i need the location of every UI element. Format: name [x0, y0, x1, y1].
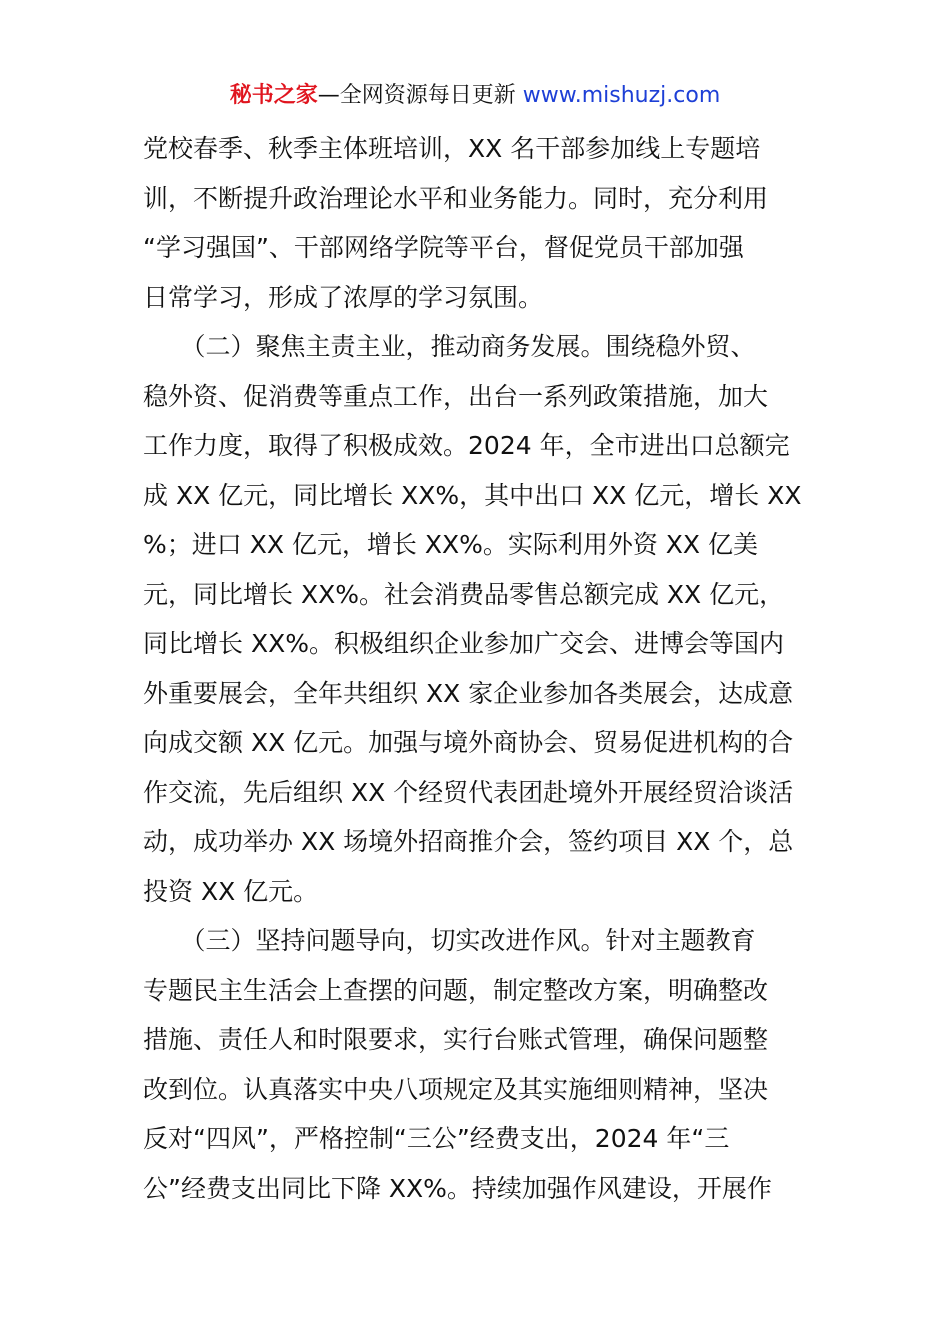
document-body — [143, 129, 813, 1218]
text-line: 训，不断提升政治理论水平和业务能力。同时，充分利用 — [143, 183, 769, 213]
text-line: 工作力度，取得了积极成效。2024 年，全市进出口总额完 — [143, 431, 790, 460]
text-line: 同比增长 XX%。积极组织企业参加广交会、进博会等国内 — [143, 629, 784, 658]
text-line: 改到位。认真落实中央八项规定及其实施细则精神，坚决 — [143, 1074, 769, 1104]
site-url-link[interactable]: www.mishuzj.com — [522, 83, 721, 108]
text-line: 向成交额 XX 亿元。加强与境外商协会、贸易促进机构的合 — [143, 728, 794, 757]
text-line: 外重要展会，全年共组织 XX 家企业参加各类展会，达成意 — [143, 678, 794, 708]
text-line: 成 XX 亿元，同比增长 XX%，其中出口 XX 亿元，增长 XX — [143, 480, 802, 510]
page-header — [0, 78, 950, 114]
header-tagline: —全网资源每日更新 — [317, 83, 516, 108]
section-heading-line: （三）坚持问题导向，切实改进作风。针对主题教育 — [143, 926, 756, 955]
text-line: %；进口 XX 亿元，增长 XX%。实际利用外资 XX 亿美 — [143, 530, 759, 559]
text-line: 元，同比增长 XX%。社会消费品零售总额完成 XX 亿元， — [143, 579, 785, 609]
text-line: 日常学习，形成了浓厚的学习氛围。 — [143, 282, 544, 312]
text-line: “学习强国”、干部网络学院等平台，督促党员干部加强 — [143, 233, 744, 262]
text-line: 稳外资、促消费等重点工作，出台一系列政策措施，加大 — [143, 381, 769, 411]
text-line: 作交流，先后组织 XX 个经贸代表团赴境外开展经贸洽谈活 — [143, 777, 794, 807]
text-line: 反对“四风”，严格控制“三公”经费支出，2024 年“三 — [143, 1124, 730, 1153]
text-line: 专题民主生活会上查摆的问题，制定整改方案，明确整改 — [143, 975, 769, 1005]
brand-name: 秘书之家 — [229, 83, 318, 108]
text-line: 投资 XX 亿元。 — [143, 876, 319, 906]
text-line: 动，成功举办 XX 场境外招商推介会，签约项目 XX 个，总 — [143, 827, 794, 856]
text-line: 措施、责任人和时限要求，实行台账式管理，确保问题整 — [143, 1025, 769, 1054]
text-line: 公”经费支出同比下降 XX%。持续加强作风建设，开展作 — [143, 1173, 772, 1203]
text-line: 党校春季、秋季主体班培训，XX 名干部参加线上专题培 — [143, 134, 761, 163]
section-heading-line: （二）聚焦主责主业，推动商务发展。围绕稳外贸、 — [143, 332, 756, 361]
